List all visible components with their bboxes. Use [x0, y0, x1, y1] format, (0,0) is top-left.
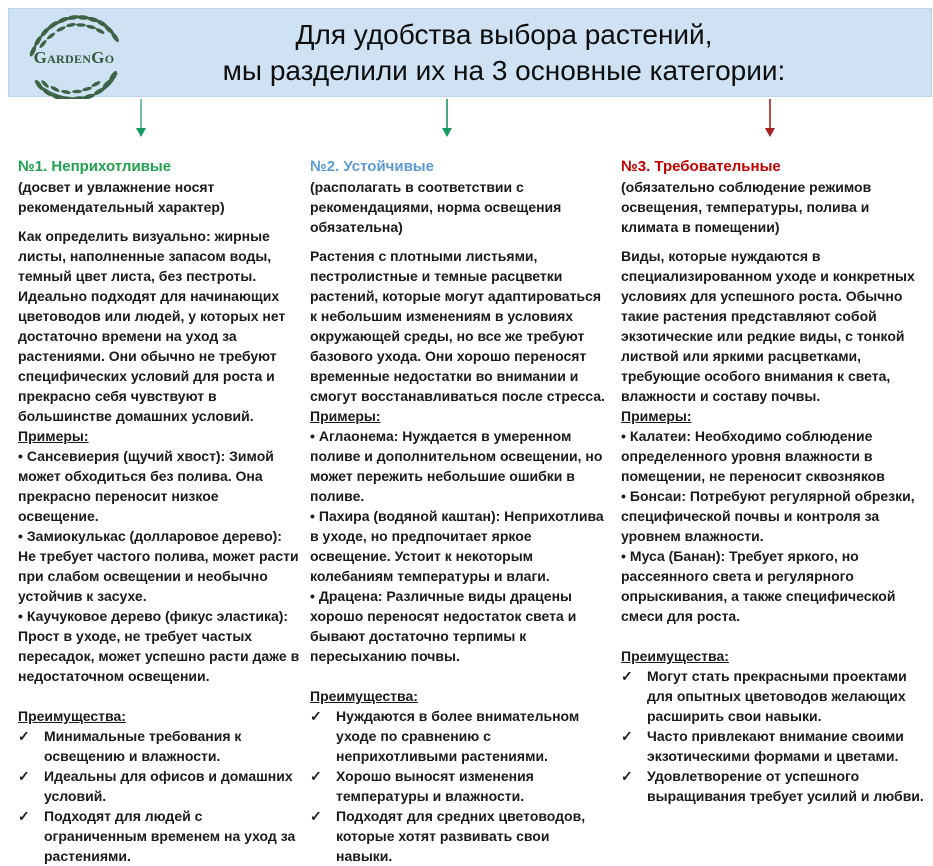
category-title: №3. Требовательные [621, 158, 781, 175]
category-column-3 [621, 156, 926, 806]
gardengo-logo [19, 11, 137, 95]
advantages-label: Преимущества: [621, 648, 729, 664]
advantage-item [18, 726, 303, 766]
checkmark-icon: ✓ [310, 808, 322, 824]
example-text: Каучуковое дерево (фикус эластика): Прост в уходе, не требует частых пересадок, может успешно расти даже в недостаточном освещении. [18, 608, 300, 684]
advantages-section [18, 706, 303, 866]
category-subtitle: (обязательно соблюдение режимов освещения, температуры, полива и климата в помещении) [621, 179, 872, 235]
bullet-icon: • [310, 508, 315, 524]
advantage-item [621, 766, 926, 806]
bullet-icon: • [621, 488, 626, 504]
example-item [310, 426, 607, 506]
category-column-2 [310, 156, 607, 866]
page-title [137, 17, 931, 89]
example-item [621, 486, 926, 546]
category-description: Виды, которые нуждаются в специализированном уходе и конкретных условиях для успешного роста. Обычно такие растения представляют собой экзотические или редкие виды, с тонкой листвой или яркими расцветками, требующие особого внимания к света, влажности и составу почвы. [621, 248, 915, 404]
page-title-line-2: мы разделили их на 3 основные категории: [222, 54, 786, 86]
example-text: Пахира (водяной каштан): Неприхотлива в уходе, но предпочитает яркое освещение. Устоит к некоторым колебаниям температуры и влаги. [310, 508, 604, 584]
advantage-text: Подходят для средних цветоводов, которые хотят развивать свои навыки. [336, 808, 586, 864]
example-text: Бонсаи: Потребуют регулярной обрезки, специфической почвы и контроля за уровнем влажности. [621, 488, 915, 544]
bullet-icon: • [621, 428, 626, 444]
example-item [18, 606, 303, 686]
example-text: Сансевиерия (щучий хвост): Зимой может обходиться без полива. Она прекрасно переносит низкое освещение. [18, 448, 274, 524]
checkmark-icon: ✓ [621, 728, 633, 744]
example-text: Замиокулькас (долларовое дерево): Не требует частого полива, может расти при слабом освещении и необычно устойчив к засухе. [18, 528, 299, 604]
example-item [18, 446, 303, 526]
advantage-text: Хорошо выносят изменения температуры и влажности. [336, 768, 534, 804]
category-title: №2. Устойчивые [310, 158, 434, 175]
advantage-item [310, 766, 607, 806]
category-title: №1. Неприхотливые [18, 158, 172, 175]
example-text: Калатеи: Необходимо соблюдение определенного уровня влажности в помещении, не переносит сквозняков [621, 428, 885, 484]
header-banner [8, 8, 932, 97]
bullet-icon: • [621, 548, 626, 564]
logo-wordmark: GardenGo [33, 47, 115, 67]
examples-label: Примеры: [310, 408, 381, 424]
category-subtitle: (располагать в соответствии с рекомендациями, норма освещения обязательна) [310, 179, 562, 235]
down-arrow-icon [140, 99, 142, 128]
advantage-text: Могут стать прекрасными проектами для опытных цветоводов желающих расширить свои навыки. [647, 668, 907, 724]
bullet-icon: • [18, 608, 23, 624]
page-title-line-1: Для удобства выбора растений, [295, 18, 713, 50]
category-column-1 [18, 156, 303, 866]
category-subtitle: (досвет и увлажнение носят рекомендательный характер) [18, 179, 225, 215]
bullet-icon: • [18, 448, 23, 464]
down-arrow-icon [446, 99, 448, 128]
advantage-text: Минимальные требования к освещению и влажности. [44, 728, 242, 764]
advantages-label: Преимущества: [310, 688, 418, 704]
advantage-text: Подходят для людей с ограниченным временем на уход за растениями. [44, 808, 296, 864]
advantage-item [621, 666, 926, 726]
down-arrow-icon [769, 99, 771, 128]
example-item [310, 586, 607, 666]
example-item [621, 546, 926, 626]
examples-label: Примеры: [18, 428, 89, 444]
checkmark-icon: ✓ [18, 808, 30, 824]
category-description: Как определить визуально: жирные листы, наполненные запасом воды, темный цвет листа, без пестроты. Идеально подходят для начинающих цветоводов или людей, у которых нет достаточно времени на уход за растениями. Они обычно не требуют специфических условий для роста и прекрасно себя чувствуют в большинстве домашних условий. [18, 228, 286, 424]
checkmark-icon: ✓ [310, 708, 322, 724]
bullet-icon: • [310, 428, 315, 444]
advantage-item [18, 806, 303, 866]
advantages-section [310, 686, 607, 866]
example-text: Драцена: Различные виды драцены хорошо переносят недостаток света и бывают достаточно терпимы к пересыханию почвы. [310, 588, 577, 664]
checkmark-icon: ✓ [310, 768, 322, 784]
advantage-text: Часто привлекают внимание своими экзотическими формами и цветами. [647, 728, 904, 764]
checkmark-icon: ✓ [18, 728, 30, 744]
checkmark-icon: ✓ [621, 768, 633, 784]
advantage-text: Нуждаются в более внимательном уходе по сравнению с неприхотливыми растениями. [336, 708, 580, 764]
examples-label: Примеры: [621, 408, 692, 424]
advantages-label: Преимущества: [18, 708, 126, 724]
advantage-item [310, 806, 607, 866]
checkmark-icon: ✓ [18, 768, 30, 784]
advantage-text: Идеальны для офисов и домашних условий. [44, 768, 293, 804]
example-text: Муса (Банан): Требует яркого, но рассеянного света и регулярного опрыскивания, а также специфической смеси для роста. [621, 548, 896, 624]
example-item [621, 426, 926, 486]
category-description: Растения с плотными листьями, пестролистные и темные расцветки растений, которые могут адаптироваться к небольшим изменениям в условиях окружающей среды, но все же требуют базового ухода. Они хорошо переносят временные недостатки во внимании и смогут восстанавливаться после стресса. [310, 248, 605, 404]
advantage-item [18, 766, 303, 806]
advantage-item [621, 726, 926, 766]
advantages-section [621, 646, 926, 806]
advantage-item [310, 706, 607, 766]
bullet-icon: • [18, 528, 23, 544]
advantage-text: Удовлетворение от успешного выращивания требует усилий и любви. [647, 768, 924, 804]
example-text: Аглаонема: Нуждается в умеренном поливе и дополнительном освещении, но может пережить небольшие ошибки в поливе. [310, 428, 603, 504]
bullet-icon: • [310, 588, 315, 604]
example-item [310, 506, 607, 586]
example-item [18, 526, 303, 606]
checkmark-icon: ✓ [621, 668, 633, 684]
